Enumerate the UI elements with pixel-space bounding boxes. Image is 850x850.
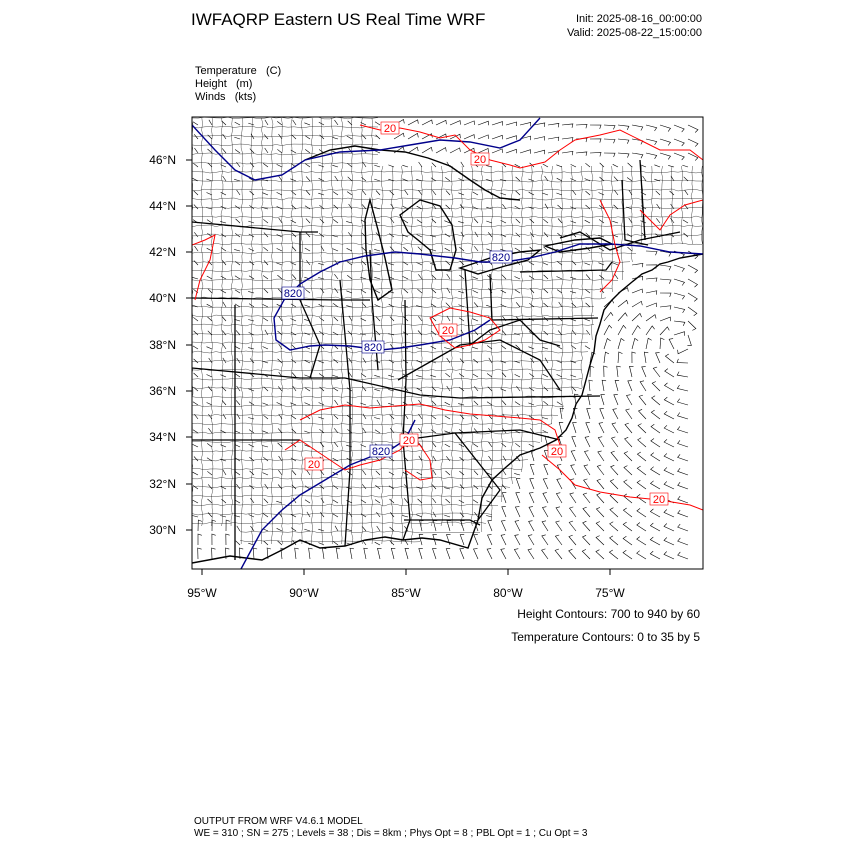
svg-text:20: 20 [652,494,666,506]
height-contour-note: Height Contours: 700 to 940 by 60 [517,607,700,621]
field-units: (m) [235,78,253,90]
lon-label: 95°W [187,586,217,600]
init-time: Init: 2025-08-16_00:00:00 [576,13,702,25]
lat-label: 34°N [149,430,176,444]
lat-label: 44°N [149,199,176,213]
lon-label: 75°W [595,586,625,600]
lat-label: 36°N [149,384,176,398]
height-label [282,287,304,300]
temperature-label [400,434,418,447]
lat-label: 40°N [149,291,176,305]
temperature-label [471,153,489,166]
model-footer: OUTPUT FROM WRF V4.6.1 MODEL [194,816,363,827]
temperature-contour-note: Temperature Contours: 0 to 35 by 5 [511,630,700,644]
height-label [362,341,384,354]
longitude-axis [187,569,625,600]
field-name: Height [195,78,227,90]
field-name: Temperature [195,65,257,77]
svg-text:820: 820 [283,288,303,300]
lat-label: 30°N [149,523,176,537]
lat-label: 46°N [149,153,176,167]
lon-label: 85°W [391,586,421,600]
lat-label: 42°N [149,245,176,259]
field-units: (C) [265,65,282,77]
temperature-label [381,122,399,135]
map-title: IWFAQRP Eastern US Real Time WRF [191,10,486,29]
lon-label: 90°W [289,586,319,600]
model-settings-footer: WE = 310 ; SN = 275 ; Levels = 38 ; Dis = 8km ; Phys Opt = 8 ; PBL Opt = 1 ; Cu Opt = 3 [194,828,588,839]
svg-text:20: 20 [402,435,416,447]
temperature-label [548,445,566,458]
svg-text:820: 820 [363,342,383,354]
valid-time: Valid: 2025-08-22_15:00:00 [567,27,702,39]
svg-text:820: 820 [371,446,391,458]
temperature-label [439,324,457,337]
svg-text:20: 20 [550,446,564,458]
field-units: (kts) [234,91,257,103]
temperature-label [650,493,668,506]
svg-text:20: 20 [473,154,487,166]
svg-text:20: 20 [441,325,455,337]
latitude-axis [149,153,192,537]
svg-text:820: 820 [491,252,511,264]
lon-label: 80°W [493,586,523,600]
height-label [490,251,512,264]
temperature-label [305,458,323,471]
lat-label: 32°N [149,477,176,491]
lat-label: 38°N [149,338,176,352]
svg-text:20: 20 [383,123,397,135]
field-name: Winds [195,91,226,103]
svg-text:20: 20 [307,459,321,471]
height-label [370,445,392,458]
